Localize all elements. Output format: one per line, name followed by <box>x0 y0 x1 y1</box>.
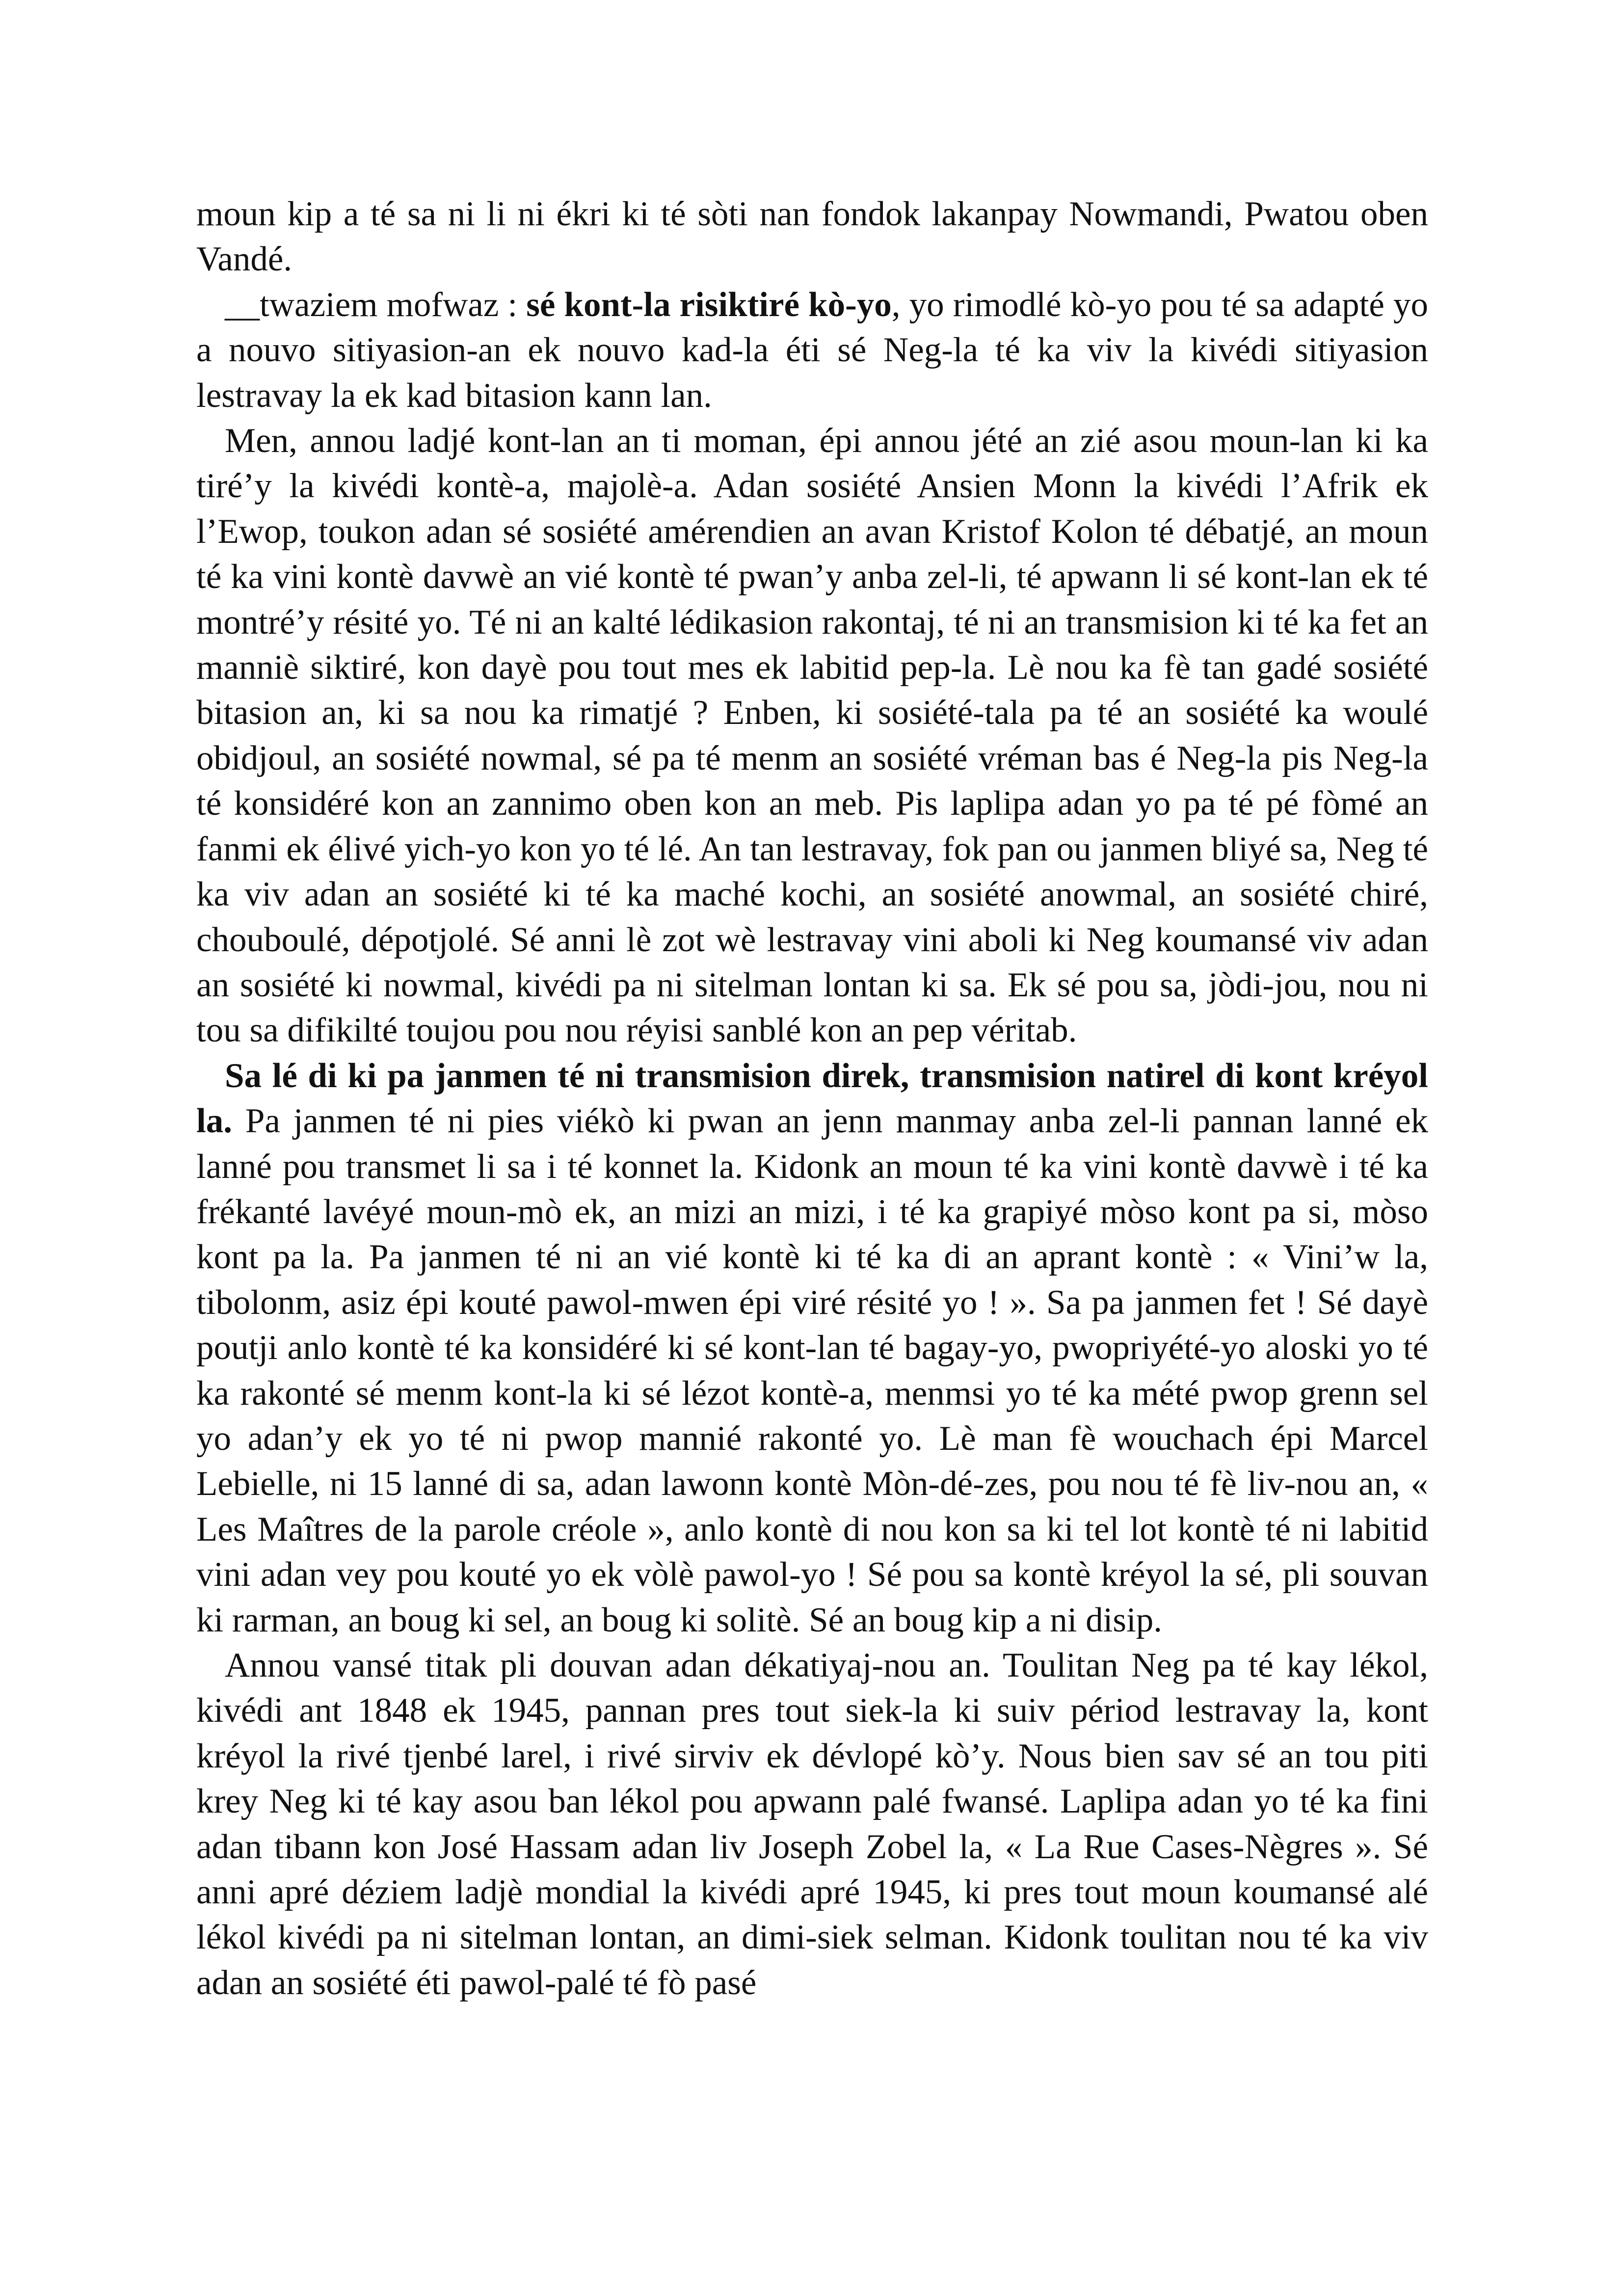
bold-emphasis: sé kont-la risiktiré kò-yo <box>526 285 892 324</box>
bold-emphasis: Sa lé di ki pa janmen té ni transmision direk, transmision natirel di kont kréyol la. <box>196 1056 1428 1141</box>
paragraph-text: Men, annou ladjé kont-lan an ti moman, épi annou jété an zié asou moun-lan ki ka tiré’y la kivédi kontè-a, majolè-a. Adan sosiété Ansien Monn la kivédi l’Afrik ek l’Ewop, toukon adan sé sosiété amérendien an avan Kristof Kolon té débatjé, an moun té ka vini kontè davwè an vié kontè té pwan’y anba zel-li, té apwann li sé kont-lan ek té montré’y résité yo. Té ni an kalté lédikasion rakontaj, té ni an transmision ki té ka fet an manniè siktiré, kon dayè pou tout mes ek labitid pep-la. Lè nou ka fè tan gadé sosiété bitasion an, ki sa nou ka rimatjé ? Enben, ki sosiété-tala pa té an sosiété ka woulé obidjoul, an sosiété nowmal, sé pa té menm an sosiété vréman bas é Neg-la pis Neg-la té konsidéré kon an zannimo oben kon an meb. Pis laplipa adan yo pa té pé fòmé an fanmi ek élivé yich-yo kon yo té lé. An tan lestravay, fok pan ou janmen bliyé sa, Neg té ka viv adan an sosiété ki té ka maché kochi, an sosiété anowmal, an sosiété chiré, chouboulé, dépotjolé. Sé anni lè zot wè lestravay vini aboli ki Neg koumansé viv adan an sosiété ki nowmal, kivédi pa ni sitelman lontan ki sa. Ek sé pou sa, jòdi-jou, nou ni tou sa difikilté toujou pou nou réyisi sanblé kon an pep véritab. <box>196 422 1428 1050</box>
paragraph-text: __twaziem mofwaz : <box>225 285 527 324</box>
body-text <box>196 191 1428 2005</box>
paragraph-text: moun kip a té sa ni li ni ékri ki té sòti nan fondok lakanpay Nowmandi, Pwatou oben Vandé. <box>196 195 1428 279</box>
paragraph-text: Annou vansé titak pli douvan adan dékatiyaj-nou an. Toulitan Neg pa té kay lékol, kivédi ant 1848 ek 1945, pannan pres tout siek-la ki suiv périod lestravay la, kont kréyol la rivé tjenbé larel, i rivé sirviv ek dévlopé kò’y. Nous bien sav sé an tou piti krey Neg ki té kay asou ban lékol pou apwann palé fwansé. Laplipa adan yo té ka fini adan tibann kon José Hassam adan liv Joseph Zobel la, « La Rue Cases-Nègres ». Sé anni apré déziem ladjè mondial la kivédi apré 1945, ki pres tout moun koumansé alé lékol kivédi pa ni sitelman lontan, an dimi-siek selman. Kidonk toulitan nou té ka viv adan an sosiété éti pawol-palé té fò pasé <box>196 1646 1428 2002</box>
paragraph <box>196 282 1428 418</box>
paragraph <box>196 418 1428 1053</box>
paragraph-text: Pa janmen té ni pies viékò ki pwan an jenn manmay anba zel-li pannan lanné ek lanné pou transmet li sa i té konnet la. Kidonk an moun té ka vini kontè davwè i té ka frékanté lavéyé moun-mò ek, an mizi an mizi, i té ka grapiyé mòso kont pa si, mòso kont pa la. Pa janmen té ni an vié kontè ki té ka di an aprant kontè : « Vini’w la, tibolonm, asiz épi kouté pawol-mwen épi viré résité yo ! ». Sa pa janmen fet ! Sé dayè poutji anlo kontè té ka konsidéré ki sé kont-lan té bagay-yo, pwopriyété-yo aloski yo té ka rakonté sé menm kont-la ki sé lézot kontè-a, menmsi yo té ka mété pwop grenn sel yo adan’y ek yo té ni pwop mannié rakonté yo. Lè man fè wouchach épi Marcel Lebielle, ni 15 lanné di sa, adan lawonn kontè Mòn-dé-zes, pou nou té fè liv-nou an, « Les Maîtres de la parole créole », anlo kontè di nou kon sa ki tel lot kontè té ni labitid vini adan vey pou kouté yo ek vòlè pawol-yo ! Sé pou sa kontè kréyol la sé, pli souvan ki rarman, an boug ki sel, an boug ki solitè. Sé an boug kip a ni disip. <box>196 1102 1428 1639</box>
paragraph <box>196 1053 1428 1643</box>
paragraph-text: , yo rimodlé kò-yo pou té sa adapté yo a nouvo sitiyasion-an ek nouvo kad-la éti sé Neg-la té ka viv la kivédi sitiyasion lestravay la ek kad bitasion kann lan. <box>196 285 1428 415</box>
paragraph <box>196 191 1428 282</box>
paragraph <box>196 1643 1428 2005</box>
